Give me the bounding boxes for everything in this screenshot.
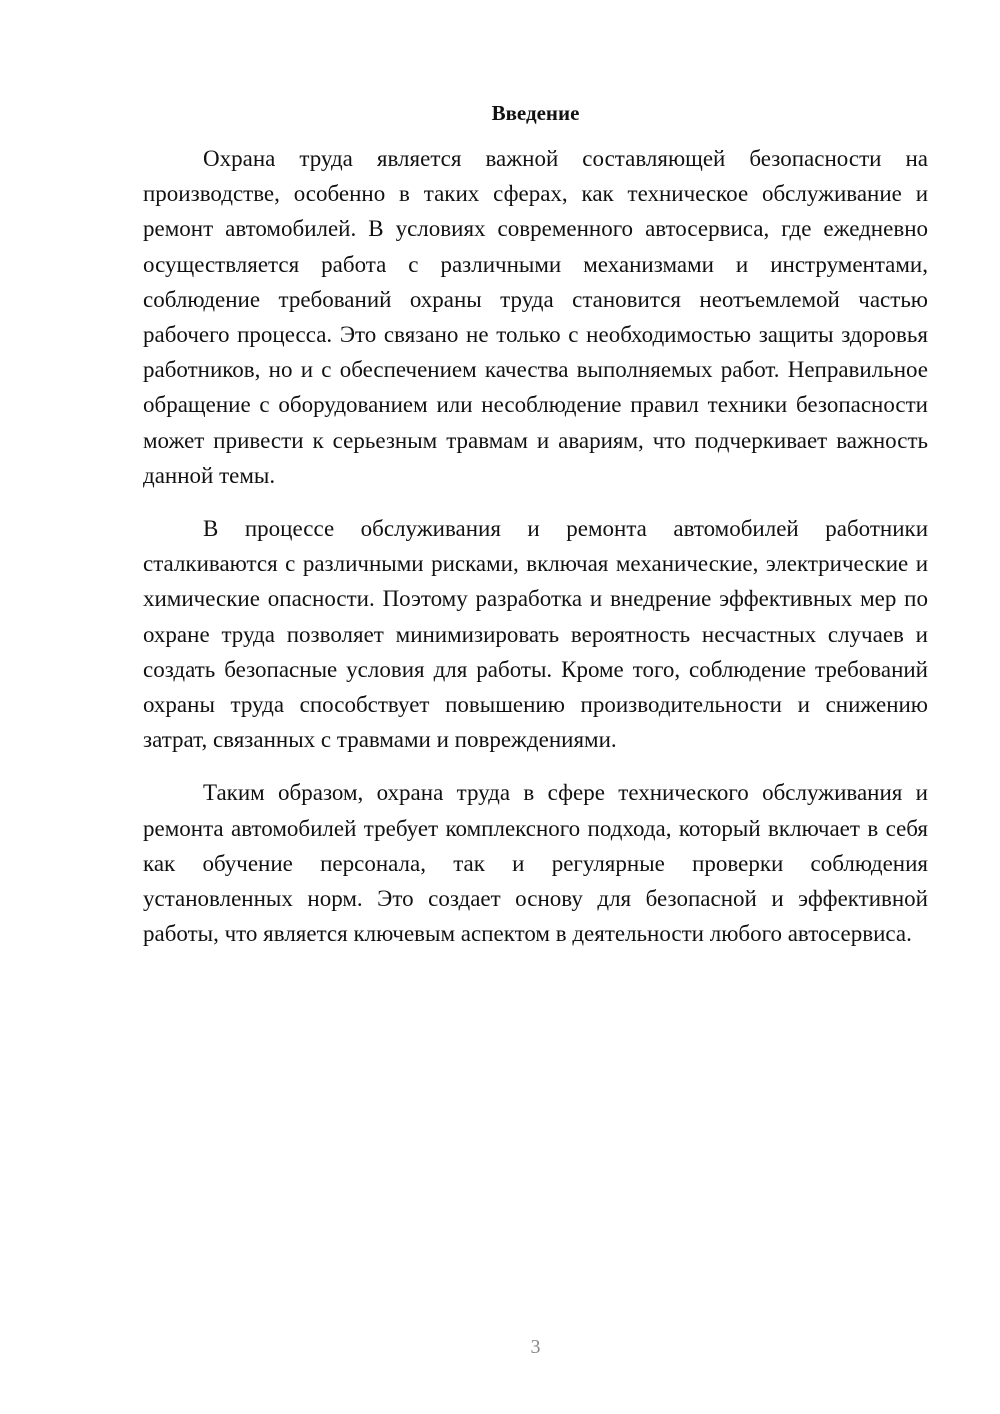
body-text <box>143 141 928 969</box>
section-title: Введение <box>491 101 580 125</box>
paragraph-2: В процессе обслуживания и ремонта автомобилей работники сталкиваются с различными рисками, включая механические, электрические и химические опасности. Поэтому разработка и внедрение эффективных мер по охране труда позволяет минимизировать вероятность несчастных случаев и создать безопасные условия для работы. Кроме того, соблюдение требований охраны труда способствует повышению производительности и снижению затрат, связанных с травмами и повреждениями. <box>143 516 928 753</box>
paragraph-1: Охрана труда является важной составляющей безопасности на производстве, особенно в таких сферах, как техническое обслуживание и ремонт автомобилей. В условиях современного автосервиса, где ежедневно осуществляется работа с различными механизмами и инструментами, соблюдение требований охраны труда становится неотъемлемой частью рабочего процесса. Это связано не только с необходимостью защиты здоровья работников, но и с обеспечением качества выполняемых работ. Неправильное обращение с оборудованием или несоблюдение правил техники безопасности может привести к серьезным травмам и авариям, что подчеркивает важность данной темы. <box>143 146 928 488</box>
page-number: 3 <box>530 1336 541 1358</box>
paragraph-3: Таким образом, охрана труда в сфере технического обслуживания и ремонта автомобилей требует комплексного подхода, который включает в себя как обучение персонала, так и регулярные проверки соблюдения установленных норм. Это создает основу для безопасной и эффективной работы, что является ключевым аспектом в деятельности любого автосервиса. <box>143 780 928 947</box>
